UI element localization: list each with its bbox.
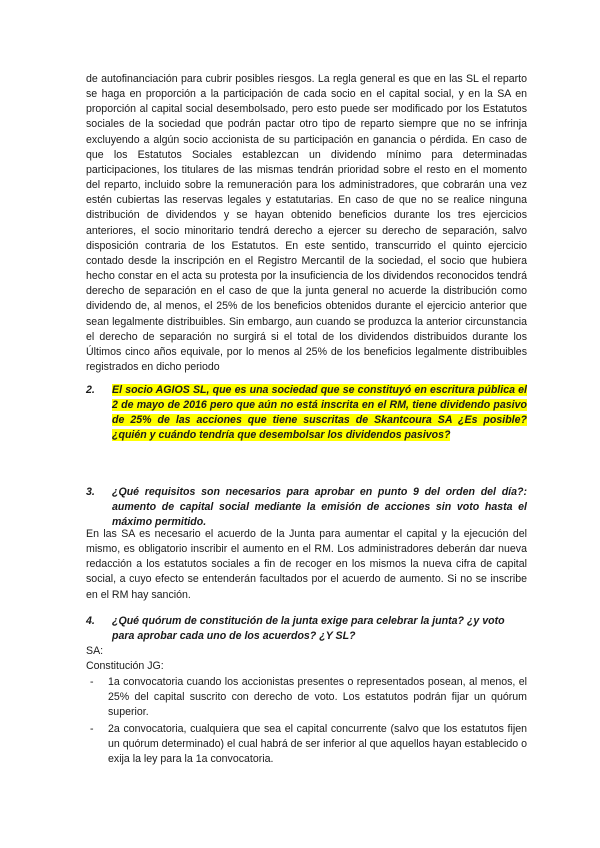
question-2-number: 2. bbox=[86, 384, 95, 396]
list-item bbox=[86, 675, 527, 720]
question-4-text: ¿Qué quórum de constitución de la junta exige para celebrar la junta? ¿y voto para aprobar cada uno de los acuerdos? ¿Y SL? bbox=[112, 615, 505, 642]
question-3-answer: En las SA es necesario el acuerdo de la Junta para aumentar el capital y la ejecución del mismo, es obligatorio inscribir el aumento en el RM. Los administradores deberán dar nueva redacción a los estatutos sociales a fin de recoger en los mismos la nueva cifra de capital social, a cuyo efecto se entenderán facultados por el acuerdo de aumento. Si no se inscribe en el RM hay sanción. bbox=[86, 528, 527, 601]
constitution-label: Constitución JG: bbox=[86, 660, 164, 672]
list-item-text: 2a convocatoria, cualquiera que sea el capital concurrente (salvo que los estatutos fijen un quórum determinado) el cual habrá de ser inferior al que aquellos hayan establecido o exija la ley para la 1a convocatoria. bbox=[108, 723, 527, 765]
question-2-text: El socio AGIOS SL, que es una sociedad que se constituyó en escritura pública el 2 de mayo de 2016 pero que aún no está inscrita en el RM, tiene dividendo pasivo de 25% de las acciones que tiene suscritas de Skantcoura SA ¿Es posible? ¿quién y cuándo tendría que desembolsar los dividendos pasivos? bbox=[112, 384, 527, 441]
sa-label: SA: bbox=[86, 645, 104, 657]
question-3-number: 3. bbox=[86, 486, 95, 498]
convocatoria-list-1 bbox=[86, 675, 527, 720]
question-3-text: ¿Qué requisitos son necesarios para aprobar en punto 9 del orden del día?: aumento de capital social mediante la emisión de acciones sin voto hasta el máximo permitido. bbox=[112, 486, 527, 528]
question-4-number: 4. bbox=[86, 615, 95, 627]
list-bullet: - bbox=[90, 676, 94, 688]
list-item-text: 1a convocatoria cuando los accionistas presentes o representados posean, al menos, el 25% del capital suscrito con derecho de voto. Los estatutos podrán fijar un quórum superior. bbox=[108, 676, 527, 718]
list-bullet: - bbox=[90, 723, 94, 735]
intro-paragraph: de autofinanciación para cubrir posibles riesgos. La regla general es que en las SL el reparto se haga en proporción a la participación de cada socio en el capital social, y en la SA en proporción al capital social desembolsado, pero esto puede ser modificado por los Estatutos sociales de la sociedad que podrán pactar otro tipo de reparto siempre que no se infrinja excluyendo a algún socio accionista de su participación en ganancia o pérdida. En caso de que los Estatutos Sociales establezcan un dividendo mínimo para determinadas participaciones, los titulares de las mismas tendrán prioridad sobre el resto en el momento del reparto, incluido sobre la remuneración para los administradores, que cobrarán una vez estén cubiertas las reservas legales y estatutarias. En caso de que no se realice ninguna distribución de dividendos y se hayan obtenido beneficios durante los tres ejercicios anteriores, el socio minoritario tendrá derecho a ejercer su derecho de separación, salvo disposición contraria de los Estatutos. En este sentido, transcurrido el quinto ejercicio contado desde la inscripción en el Registro Mercantil de la sociedad, el socio que hubiera hecho constar en el acta su protesta por la insuficiencia de los dividendos reconocidos tendrá derecho de separación en el caso de que la junta general no acuerde la distribución como dividendo de, al menos, el 25% de los beneficios obtenidos durante el ejercicio anterior que sean legalmente distribuibles. Sin embargo, aun cuando se produzca la anterior circunstancia el derecho de separación no surgirá si el total de los dividendos distribuidos durante los Últimos cinco años equivale, por lo menos al 25% de los beneficios legalmente distribuibles registrados en dicho periodo bbox=[86, 73, 527, 373]
question-2 bbox=[86, 383, 527, 443]
convocatoria-list-2 bbox=[86, 722, 527, 767]
list-item bbox=[86, 722, 527, 767]
question-4 bbox=[86, 614, 527, 644]
question-3 bbox=[86, 485, 527, 530]
